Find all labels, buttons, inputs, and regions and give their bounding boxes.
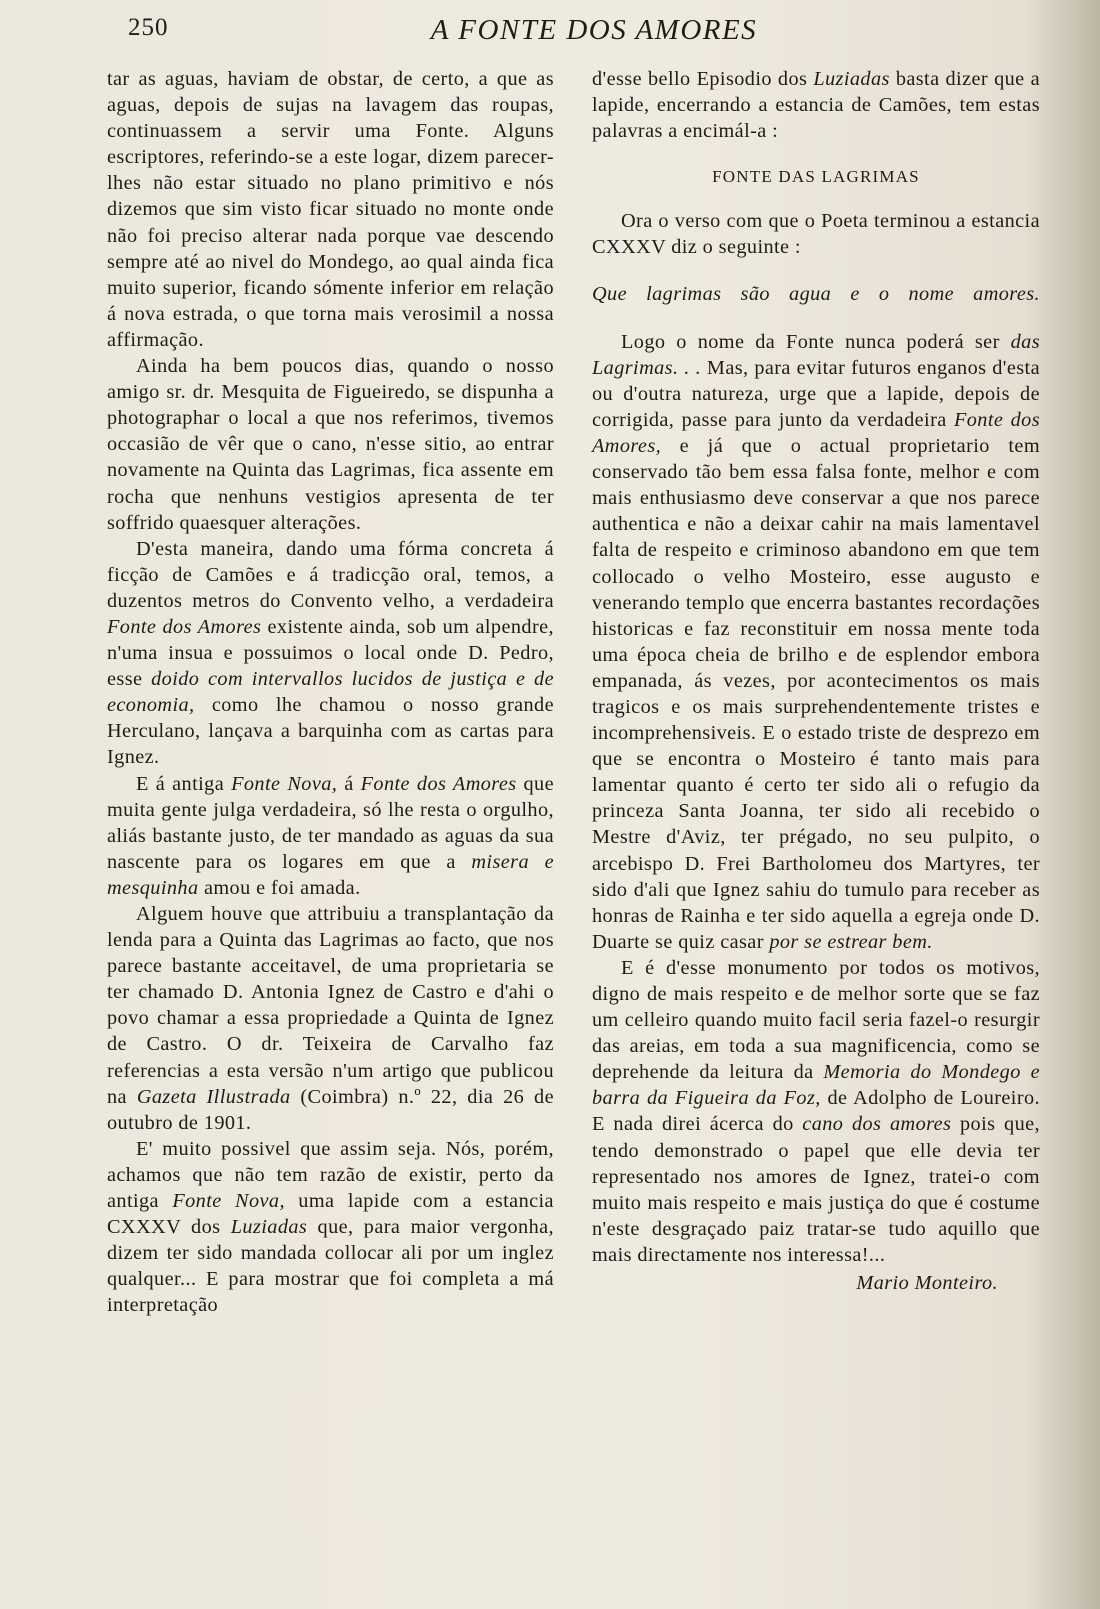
inscription-title: FONTE DAS LAGRIMAS bbox=[712, 167, 920, 187]
author-signature: Mario Monteiro. bbox=[856, 1272, 998, 1295]
paragraph: D'esta maneira, dando uma fórma concreta á ficção de Camões e á tradicção oral, temos, a duzentos metros do Convento velho, a verdadeira Fonte dos Amores existente ainda, sob um alpendre, n'uma insua e possuimos o local onde D. Pedro, esse doido com intervallos lucidos de justiça e de economia, como lhe chamou o nosso grande Herculano, lançava a barquinha com as cartas para Ignez. bbox=[107, 537, 554, 769]
paragraph: tar as aguas, haviam de obstar, de certo, a que as aguas, depois de sujas na lavagem das roupas, continuassem a servir uma Fonte. Alguns escriptores, referindo-se a este logar, dizem parecer-lhes não estar situado no plano primitivo e nós dizemos que sim visto ficar situado no monte onde não foi preciso alterar nada porque vae descendo sempre até ao nivel do Mondego, ao qual ainda fica muito superior, ficando sómente inferior em relação á nova estrada, o que torna mais verosimil a nossa affirmação. bbox=[107, 68, 554, 351]
right-column bbox=[592, 66, 1040, 1296]
left-column bbox=[107, 66, 554, 1319]
paragraph: Ora o verso com que o Poeta terminou a estancia CXXXV diz o seguinte : bbox=[592, 210, 1040, 259]
page-header bbox=[128, 8, 1040, 48]
paragraph: d'esse bello Episodio dos Luziadas basta dizer que a lapide, encerrando a estancia de Camões, tem estas palavras a encimál-a : bbox=[592, 68, 1040, 143]
paragraph: E é d'esse monumento por todos os motivos, digno de mais respeito e de melhor sorte que se faz um celleiro quando muito facil seria fazel-o resurgir das areias, em toda a sua magnificencia, como se deprehende da leitura da Memoria do Mondego e barra da Figueira da Foz, de Adolpho de Loureiro. E nada direi ácerca do cano dos amores pois que, tendo demonstrado o papel que elle devia ter representado nos amores de Ignez, tratei-o com muito mais respeito e mais justiça do que é costume n'este desgraçado paiz tratar-se tudo aquillo que mais directamente nos interessa!... bbox=[592, 956, 1040, 1266]
paragraph: Logo o nome da Fonte nunca poderá ser das Lagrimas. . . Mas, para evitar futuros enganos d'esta ou d'outra natureza, urge que a lapide, depois de corrigida, passe para junto da verdadeira Fonte dos Amores, e já que o actual proprietario tem conservado tão bem essa falsa fonte, melhor e com mais enthusiasmo deve conservar a que nos parece authentica e não a deixar cahir na mais lamentavel falta de respeito e criminoso abandono em que tem collocado o velho Mosteiro, esse augusto e venerando templo que encerra bastantes recordações historicas e faz reconstituir em nossa mente toda uma época cheia de brilho e de esplendor embora empanada, ás vezes, por acontecimentos os mais tragicos e os mais surprehendentemente tristes e incomprehensiveis. E o estado triste de desprezo em que se encontra o Mosteiro é tanto mais para lamentar quanto é certo ter sido ali o refugio da princeza Santa Joanna, ter sido ali recebido o Mestre d'Aviz, ter prégado, no seu pulpito, o arcebispo D. Frei Bartholomeu dos Martyres, ter sido d'ali que Ignez sahiu do tumulo para receber as honras de Rainha e ter sido aquella a egreja onde D. Duarte se quiz casar por se estrear bem. bbox=[592, 330, 1040, 953]
paragraph: E á antiga Fonte Nova, á Fonte dos Amores que muita gente julga verdadeira, só lhe resta o orgulho, aliás bastante justo, de ter mandado as aguas da sua nascente para os logares em que a misera e mesquinha amou e foi amada. bbox=[107, 772, 555, 899]
paragraph: Alguem houve que attribuiu a transplantação da lenda para a Quinta das Lagrimas ao facto, que nos parece bastante acceitavel, de uma proprietaria se ter chamado D. Antonia Ignez de Castro e d'ahi o povo chamar a essa propriedade a Quinta de Ignez de Castro. O dr. Teixeira de Carvalho faz referencias a esta versão n'um artigo que publicou na Gazeta Illustrada (Coimbra) n.º 22, dia 26 de outubro de 1901. bbox=[107, 903, 554, 1134]
verse-quote: Que lagrimas são agua e o nome amores. bbox=[592, 282, 1040, 305]
page-number: 250 bbox=[128, 14, 169, 41]
paragraph: Ainda ha bem poucos dias, quando o nosso amigo sr. dr. Mesquita de Figueiredo, se dispunha a photographar o local a que nos referimos, tivemos occasião de vêr que o cano, n'esse sitio, ao entrar novamente na Quinta das Lagrimas, fica assente em rocha que nenhuns vestigios apresenta de ter soffrido quaesquer alterações. bbox=[107, 355, 554, 534]
paragraph: E' muito possivel que assim seja. Nós, porém, achamos que não tem razão de existir, perto da antiga Fonte Nova, uma lapide com a estancia CXXXV dos Luziadas que, para maior vergonha, dizem ter sido mandada collocar ali por um inglez qualquer... E para mostrar que foi completa a má interpretação bbox=[107, 1137, 554, 1317]
running-title: A FONTE DOS AMORES bbox=[430, 14, 758, 46]
